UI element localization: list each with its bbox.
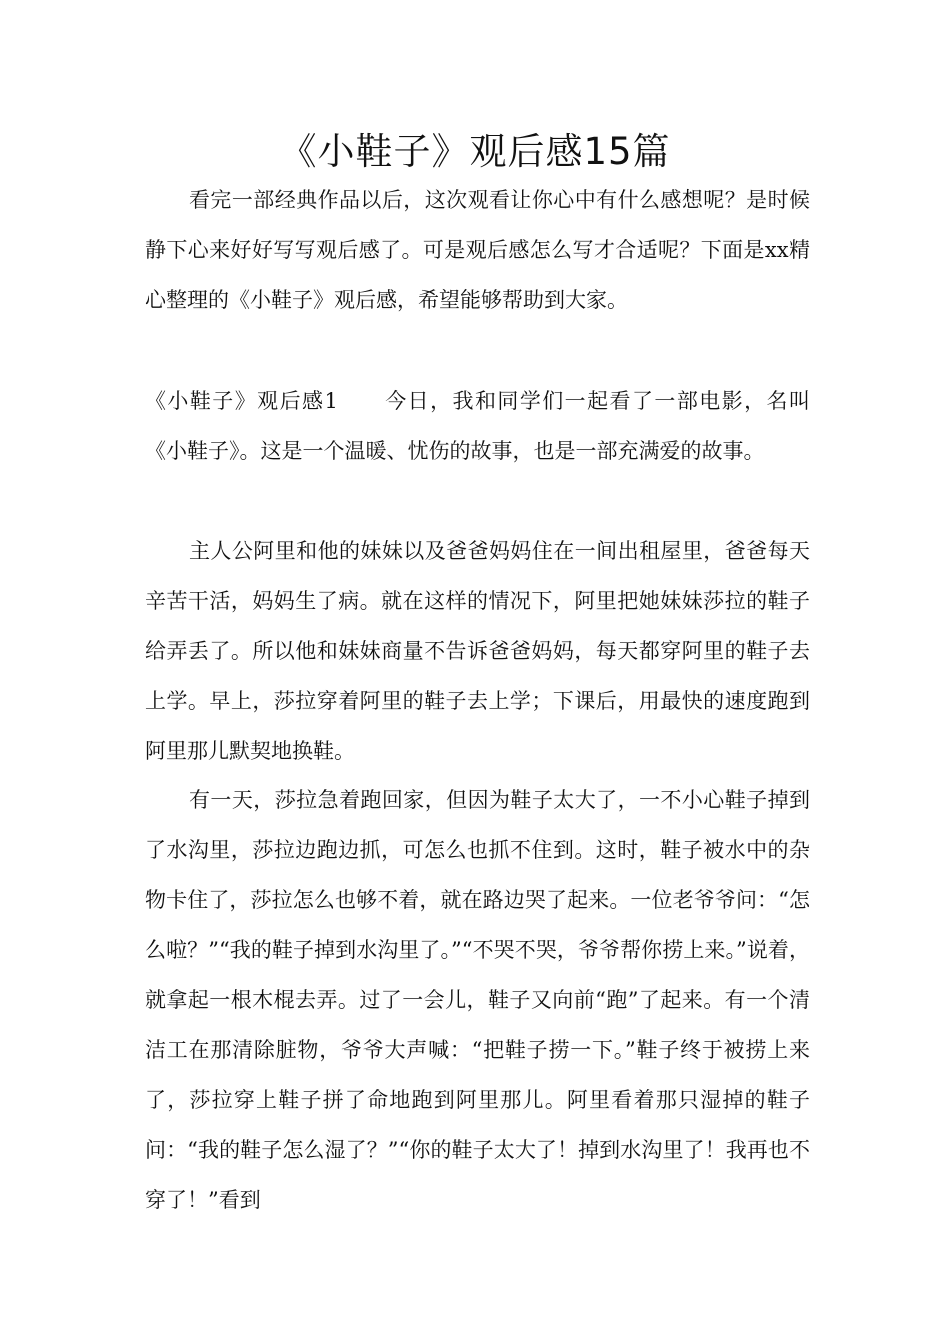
document-title: 《小鞋子》观后感15篇 <box>279 130 671 173</box>
essay-1-heading: 《小鞋子》观后感1 <box>145 389 338 413</box>
intro-paragraph: 看完一部经典作品以后，这次观看让你心中有什么感想呢？是时候静下心来好好写写观后感了。可是观后感怎么写才合适呢？下面是xx精心整理的《小鞋子》观后感，希望能够帮助到大家。 <box>145 188 810 312</box>
essay-1-first-paragraph: 今日，我和同学们一起看了一部电影，名叫《小鞋子》。这是一个温暖、忧伤的故事，也是一部充满爱的故事。 <box>145 389 810 463</box>
essay-1-paragraph-3: 有一天，莎拉急着跑回家，但因为鞋子太大了，一不小心鞋子掉到了水沟里，莎拉边跑边抓，可怎么也抓不住到。这时，鞋子被水中的杂物卡住了，莎拉怎么也够不着，就在路边哭了起来。一位老爷爷问：“怎么啦？”“我的鞋子掉到水沟里了。”“不哭不哭，爷爷帮你捞上来。”说着，就拿起一根木棍去弄。过了一会儿，鞋子又向前“跑”了起来。有一个清洁工在那清除脏物，爷爷大声喊：“把鞋子捞一下。”鞋子终于被捞上来了，莎拉穿上鞋子拼了命地跑到阿里那儿。阿里看着那只湿掉的鞋子问：“我的鞋子怎么湿了？”“你的鞋子太大了！掉到水沟里了！我再也不穿了！”看到 <box>145 788 810 1212</box>
essay-1-opening <box>145 376 810 476</box>
essay-1-paragraph-2: 主人公阿里和他的妹妹以及爸爸妈妈住在一间出租屋里，爸爸每天辛苦干活，妈妈生了病。就在这样的情况下，阿里把她妹妹莎拉的鞋子给弄丢了。所以他和妹妹商量不告诉爸爸妈妈，每天都穿阿里的鞋子去上学。早上，莎拉穿着阿里的鞋子去上学；下课后，用最快的速度跑到阿里那儿默契地换鞋。 <box>145 539 810 763</box>
